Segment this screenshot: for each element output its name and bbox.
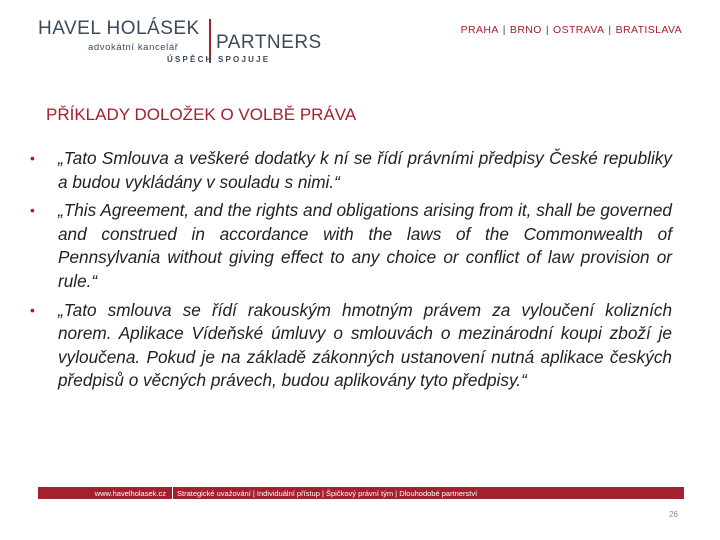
- footer-slogan: Strategické uvažování | Individuální přístup | Špičkový právní tým | Dlouhodobé partnerství: [177, 488, 478, 498]
- clause-text: „Tato Smlouva a veškeré dodatky k ní se řídí právními předpisy České republiky a budou vykládány v souladu s nimi.“: [58, 148, 672, 192]
- office-cities: [461, 24, 682, 36]
- logo-tagline: ÚSPĚCH SPOJUJE: [167, 55, 271, 64]
- list-item: [30, 147, 672, 194]
- clause-text: „Tato smlouva se řídí rakouským hmotným právem za vyloučení kolizních norem. Aplikace Vídeňské úmluvy o smlouvách o mezinárodní koupi zboží je vyloučena. Pokud je na základě zákonných ustanovení nutná aplikace českých předpisů o věcných právech, budou aplikovány tyto předpisy.“: [58, 299, 672, 391]
- city-ostrava: OSTRAVA: [553, 24, 605, 36]
- bullet-icon: •: [30, 150, 35, 166]
- city-bratislava: BRATISLAVA: [615, 24, 682, 36]
- slide-title: PŘÍKLADY DOLOŽEK O VOLBĚ PRÁVA: [46, 105, 357, 125]
- footer-bar: [38, 487, 684, 499]
- page-number: 26: [669, 510, 678, 519]
- footer-url[interactable]: www.havelholasek.cz: [94, 488, 166, 498]
- city-separator: |: [608, 24, 612, 36]
- city-praha: PRAHA: [460, 24, 499, 36]
- clause-text: „This Agreement, and the rights and obligations arising from it, shall be governed and construed in accordance with the laws of the Commonwealth of Pennsylvania without giving effect to any choice or conflict of law provision or rule.“: [58, 200, 672, 291]
- logo-subtitle: advokátní kancelář: [88, 42, 179, 53]
- footer-divider: [172, 487, 173, 499]
- list-item: [30, 299, 672, 393]
- logo-name: HAVEL HOLÁSEK: [38, 18, 200, 39]
- city-separator: |: [545, 24, 549, 36]
- city-separator: |: [502, 24, 506, 36]
- logo-partners: PARTNERS: [216, 32, 322, 53]
- bullet-icon: •: [30, 301, 35, 318]
- clause-list: [30, 147, 672, 398]
- city-brno: BRNO: [509, 24, 542, 36]
- bullet-icon: •: [30, 202, 35, 219]
- list-item: [30, 199, 672, 293]
